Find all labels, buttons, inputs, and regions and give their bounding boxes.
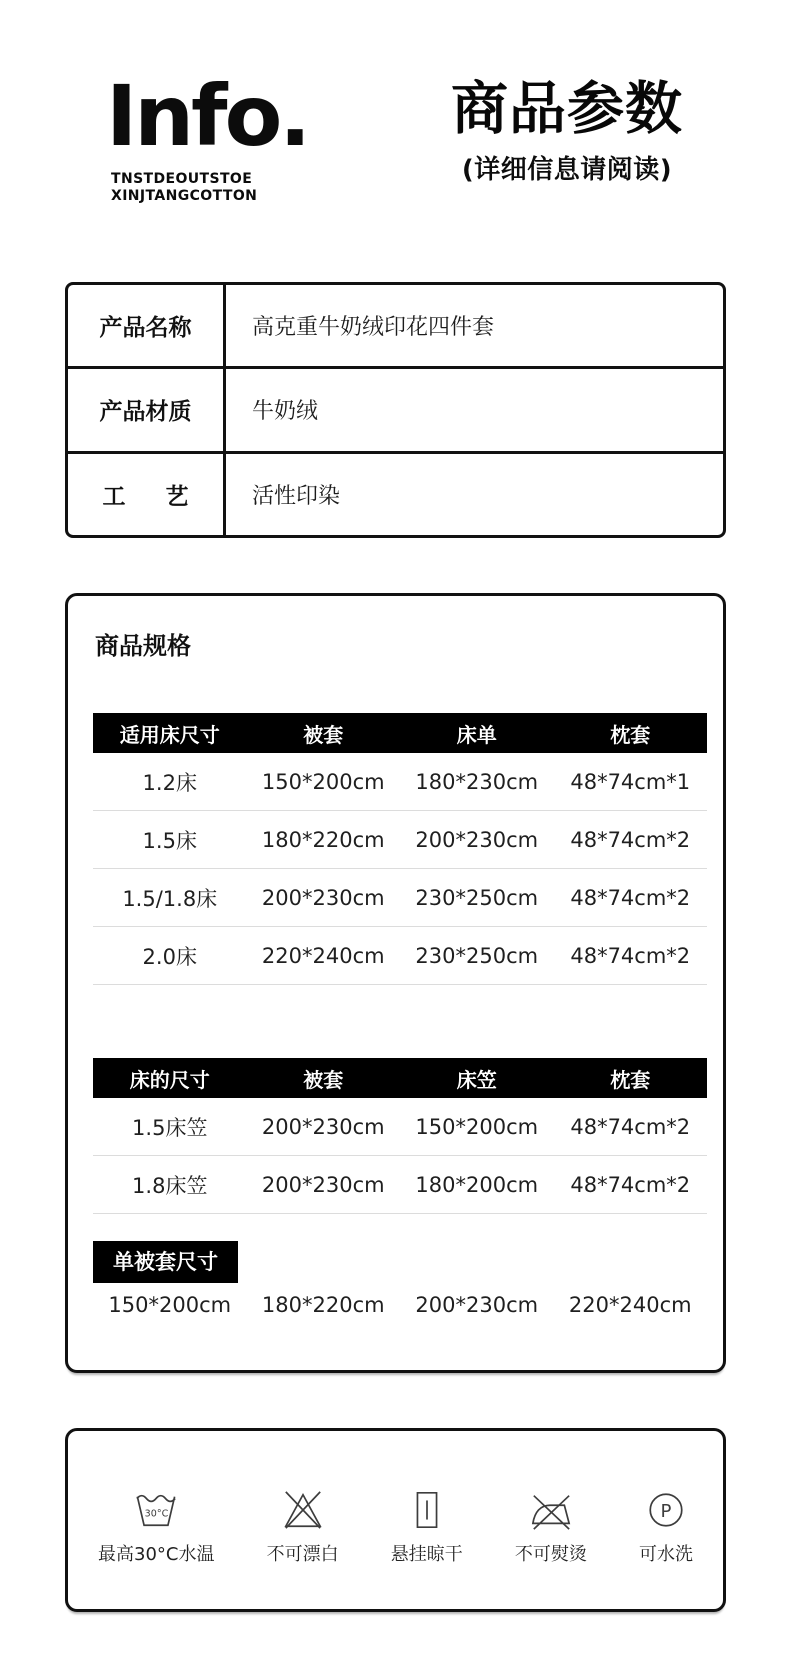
spec-header-cell: 床的尺寸: [129, 1067, 210, 1092]
spec-cell: 48*74cm*2: [570, 885, 691, 910]
size-item: 220*240cm: [568, 1293, 692, 1317]
spec-section-title: 商品规格: [95, 632, 191, 660]
title-block: [400, 76, 734, 186]
no-bleach-icon: [280, 1489, 326, 1531]
info-row-value: 牛奶绒: [252, 399, 319, 425]
info-row-label: 产品材质: [68, 369, 226, 450]
spec-header-cell: 枕套: [610, 722, 651, 747]
spec-cell: 1.5床笠: [132, 1115, 208, 1140]
brand-block: [106, 67, 309, 205]
spec-cell: 230*250cm: [415, 943, 539, 968]
spec-table-row: [93, 869, 707, 927]
care-label: 不可熨烫: [514, 1543, 587, 1565]
info-row: [68, 285, 723, 369]
size-item: 180*220cm: [261, 1293, 385, 1317]
fitted-sheet-size-table: [93, 1058, 707, 1214]
spec-cell: 48*74cm*2: [570, 827, 691, 852]
info-row: [68, 369, 723, 453]
info-row-value: 高克重牛奶绒印花四件套: [252, 315, 495, 341]
spec-box: [65, 593, 726, 1373]
spec-header-cell: 枕套: [610, 1067, 651, 1092]
spec-cell: 1.5床: [142, 828, 197, 853]
care-item: [639, 1489, 693, 1566]
spec-cell: 150*200cm: [415, 1114, 539, 1139]
care-label: 最高30°C水温: [98, 1543, 215, 1565]
care-label: 悬挂晾干: [390, 1543, 463, 1565]
brand-tagline: [106, 171, 308, 205]
product-info-table: [65, 282, 726, 538]
svg-text:30°C: 30°C: [144, 1508, 169, 1520]
spec-table-row: [93, 1098, 707, 1156]
spec-cell: 200*230cm: [415, 827, 539, 852]
spec-cell: 48*74cm*1: [570, 769, 691, 794]
spec-cell: 2.0床: [142, 944, 197, 969]
spec-table-header: [93, 1058, 707, 1098]
spec-cell: 180*230cm: [415, 769, 539, 794]
care-instructions-box: [65, 1428, 726, 1612]
spec-cell: 1.8床笠: [132, 1173, 208, 1198]
spec-cell: 200*230cm: [261, 1172, 385, 1197]
no-iron-icon: [528, 1489, 574, 1531]
care-label: 不可漂白: [266, 1543, 339, 1565]
spec-table-row: [93, 927, 707, 985]
spec-cell: 180*200cm: [415, 1172, 539, 1197]
spec-header-cell: 床单: [456, 722, 497, 747]
brand-tagline-line2: XINJTANGCOTTON: [111, 188, 258, 205]
spec-cell: 220*240cm: [261, 943, 385, 968]
spec-cell: 1.2床: [142, 770, 197, 795]
spec-cell: 180*220cm: [261, 827, 385, 852]
spec-cell: 200*230cm: [261, 1114, 385, 1139]
care-item: [515, 1489, 587, 1566]
info-row: [68, 454, 723, 535]
spec-table-row: [93, 811, 707, 869]
spec-cell: 48*74cm*2: [570, 1114, 691, 1139]
brand-tagline-line1: TNSTDEOUTSTOE: [111, 171, 253, 187]
info-row-label: 工 艺: [68, 454, 226, 535]
spec-header-cell: 床笠: [456, 1067, 497, 1092]
single-duvet-sizes-row: [93, 1293, 707, 1317]
spec-header-cell: 被套: [303, 722, 344, 747]
spec-cell: 150*200cm: [261, 769, 385, 794]
washable-icon: [643, 1489, 689, 1531]
care-item: [98, 1489, 214, 1566]
spec-cell: 48*74cm*2: [570, 1172, 691, 1197]
brand-logo: Info.: [106, 67, 309, 165]
info-row-value: 活性印染: [252, 483, 341, 509]
applicable-bed-size-table: [93, 713, 707, 985]
spec-header-cell: 适用床尺寸: [119, 722, 220, 747]
page-title: 商品参数: [451, 76, 683, 142]
care-item: [267, 1489, 339, 1566]
spec-cell: 48*74cm*2: [570, 943, 691, 968]
spec-table-row: [93, 753, 707, 811]
spec-table-header: [93, 713, 707, 753]
hang-dry-icon: [404, 1489, 450, 1531]
wash-30c-icon: [133, 1489, 179, 1531]
page-subtitle: (详细信息请阅读): [461, 154, 673, 185]
size-item: 200*230cm: [415, 1293, 539, 1317]
care-item: [391, 1489, 463, 1566]
spec-table-row: [93, 1156, 707, 1214]
care-label: 可水洗: [638, 1543, 693, 1565]
spec-cell: 200*230cm: [261, 885, 385, 910]
spec-header-cell: 被套: [303, 1067, 344, 1092]
spec-cell: 230*250cm: [415, 885, 539, 910]
svg-text:P: P: [660, 1500, 672, 1522]
single-duvet-badge: 单被套尺寸: [93, 1241, 238, 1283]
size-item: 150*200cm: [108, 1293, 232, 1317]
spec-cell: 1.5/1.8床: [122, 886, 218, 911]
info-row-label: 产品名称: [68, 285, 226, 366]
